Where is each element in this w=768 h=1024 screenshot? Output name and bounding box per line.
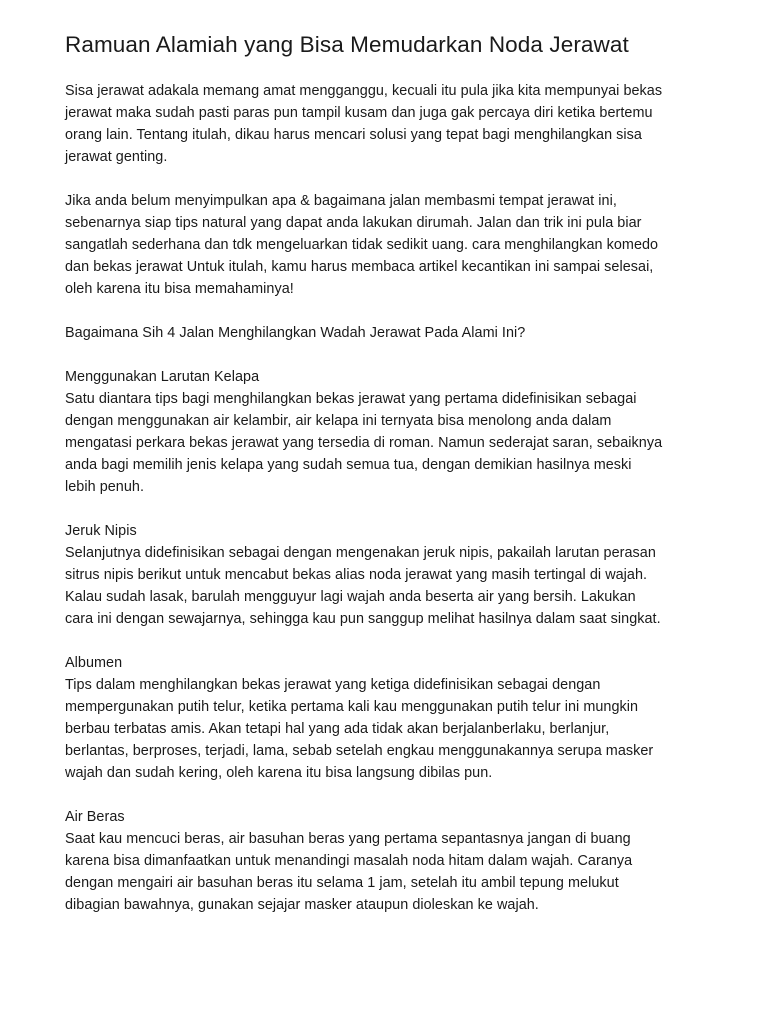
text-line: mengatasi perkara bekas jerawat yang tersedia di roman. Namun sederajat saran, sebaiknya bbox=[65, 435, 663, 451]
text-line: lebih penuh. bbox=[65, 479, 145, 495]
text-line: Saat kau mencuci beras, air basuhan beras yang pertama sepantasnya jangan di buang bbox=[65, 831, 631, 847]
text-line: Kalau sudah lasak, barulah mengguyur lagi wajah anda beserta air yang bersih. Lakukan bbox=[65, 589, 636, 605]
section-heading: Albumen bbox=[65, 655, 123, 671]
text-line: sangatlah sederhana dan tdk mengeluarkan tidak sedikit uang. cara menghilangkan komedo bbox=[65, 237, 659, 253]
text-line: jerawat maka sudah pasti paras pun tampil kusam dan juga gak percaya diri ketika bertemu bbox=[65, 105, 653, 121]
text-line: Satu diantara tips bagi menghilangkan bekas jerawat yang pertama didefinisikan sebagai bbox=[65, 391, 637, 407]
section-air-beras bbox=[65, 806, 715, 916]
section-albumen bbox=[65, 652, 715, 784]
text-line: sebenarnya siap tips natural yang dapat anda lakukan dirumah. Jalan dan trik ini pula biar bbox=[65, 215, 642, 231]
text-line: Jika anda belum menyimpulkan apa & bagaimana jalan membasmi tempat jerawat ini, bbox=[65, 193, 617, 209]
document-title: Ramuan Alamiah yang Bisa Memudarkan Noda Jerawat bbox=[65, 32, 629, 57]
text-line: Selanjutnya didefinisikan sebagai dengan mengenakan jeruk nipis, pakailah larutan perasan bbox=[65, 545, 656, 561]
paragraph-question bbox=[65, 322, 715, 344]
text-line: berlantas, berproses, terjadi, lama, sebab setelah engkau menggunakannya serupa masker bbox=[65, 743, 654, 759]
text-line: Sisa jerawat adakala memang amat mengganggu, kecuali itu pula jika kita mempunyai bekas bbox=[65, 83, 663, 99]
paragraph-tips-intro bbox=[65, 190, 715, 300]
text-line: dengan menggunakan air kelambir, air kelapa ini ternyata bisa menolong anda dalam bbox=[65, 413, 612, 429]
section-heading: Air Beras bbox=[65, 809, 125, 825]
text-line: wajah dan sudah kering, oleh karena itu bisa langsung dibilas pun. bbox=[65, 765, 493, 781]
text-line: oleh karena itu bisa memahaminya! bbox=[65, 281, 294, 297]
text-line: sitrus nipis berikut untuk mencabut bekas alias noda jerawat yang masih tertingal di wajah. bbox=[65, 567, 648, 583]
text-line: dibagian bawahnya, gunakan sejajar masker ataupun dioleskan ke wajah. bbox=[65, 897, 539, 913]
text-line: cara ini dengan sewajarnya, sehingga kau pun sanggup melihat hasilnya dalam saat singkat. bbox=[65, 611, 661, 627]
section-heading: Jeruk Nipis bbox=[65, 523, 137, 539]
section-question: Bagaimana Sih 4 Jalan Menghilangkan Wadah Jerawat Pada Alami Ini? bbox=[65, 325, 526, 341]
section-heading: Menggunakan Larutan Kelapa bbox=[65, 369, 260, 385]
text-line: berbau terbatas amis. Akan tetapi hal yang ada tidak akan berjalanberlaku, berlanjur, bbox=[65, 721, 610, 737]
section-jeruk-nipis bbox=[65, 520, 715, 630]
section-larutan-kelapa bbox=[65, 366, 715, 498]
text-line: dengan mengairi air basuhan beras itu selama 1 jam, setelah itu ambil tepung melukut bbox=[65, 875, 619, 891]
text-line: karena bisa dimanfaatkan untuk menandingi masalah noda hitam dalam wajah. Caranya bbox=[65, 853, 633, 869]
text-line: dan bekas jerawat Untuk itulah, kamu harus membaca artikel kecantikan ini sampai selesai, bbox=[65, 259, 654, 275]
paragraph-intro bbox=[65, 80, 715, 168]
text-line: orang lain. Tentang itulah, dikau harus mencari solusi yang tepat bagi menghilangkan sisa bbox=[65, 127, 642, 143]
text-line: anda bagi memilih jenis kelapa yang sudah semua tua, dengan demikian hasilnya meski bbox=[65, 457, 632, 473]
document-page bbox=[65, 30, 715, 938]
text-line: jerawat genting. bbox=[65, 149, 168, 165]
text-line: Tips dalam menghilangkan bekas jerawat yang ketiga didefinisikan sebagai dengan bbox=[65, 677, 601, 693]
text-line: mempergunakan putih telur, ketika pertama kali kau menggunakan putih telur ini mungkin bbox=[65, 699, 639, 715]
